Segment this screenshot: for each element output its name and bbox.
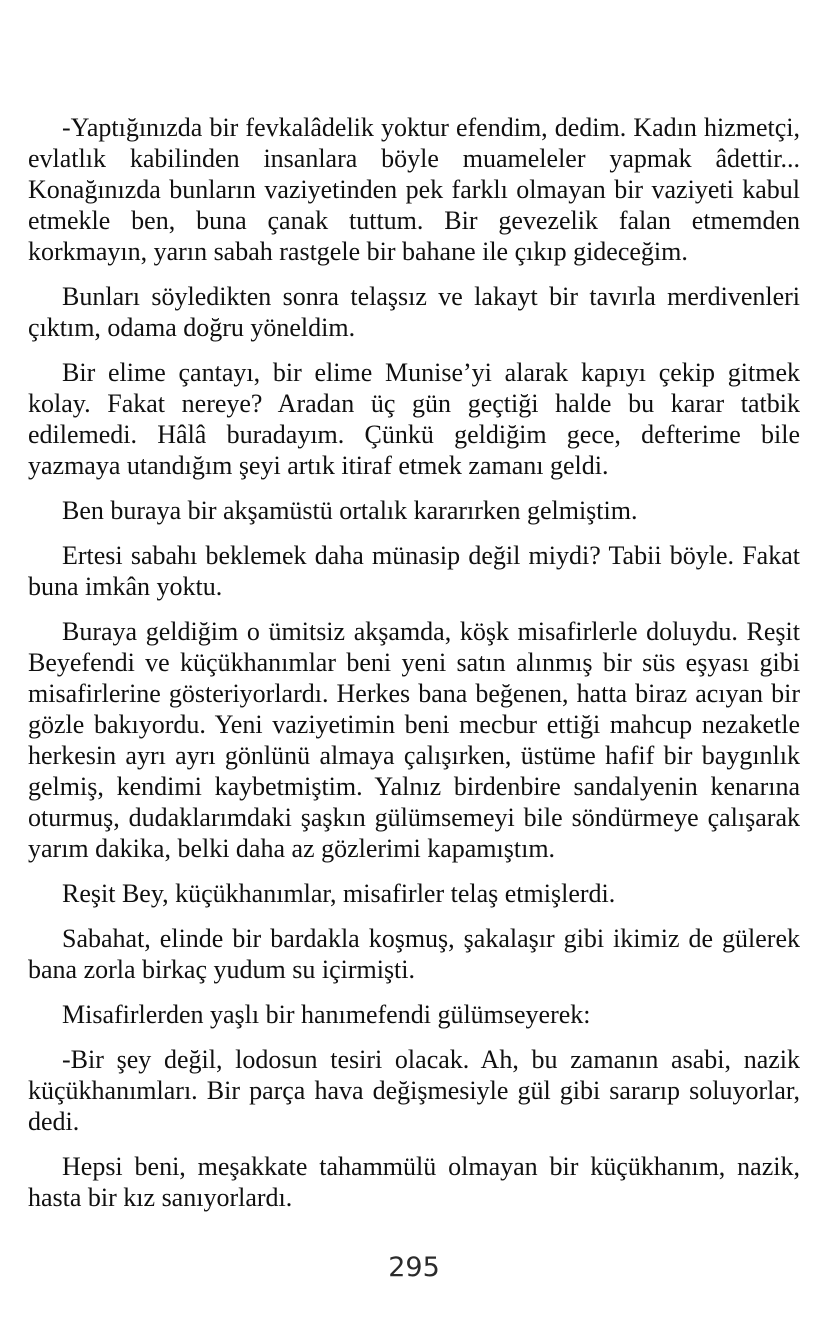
- paragraph: Sabahat, elinde bir bardakla koşmuş, şakalaşır gibi ikimiz de gülerek bana zorla birkaç yudum su içirmişti.: [28, 924, 800, 984]
- paragraph: -Bir şey değil, lodosun tesiri olacak. Ah, bu zamanın asabi, nazik küçükhanımları. Bir parça hava değişmesiyle gül gibi sararıp soluyorlar, dedi.: [28, 1045, 800, 1136]
- text-block: [28, 112, 800, 1213]
- paragraph: Ertesi sabahı beklemek daha münasip değil miydi? Tabii böyle. Fakat buna imkân yoktu.: [28, 541, 800, 601]
- paragraph: Ben buraya bir akşamüstü ortalık kararırken gelmiştim.: [62, 496, 638, 525]
- paragraph: Misafirlerden yaşlı bir hanımefendi gülümseyerek:: [62, 1000, 591, 1029]
- page-number: 295: [388, 1252, 440, 1283]
- paragraph: -Yaptığınızda bir fevkalâdelik yoktur efendim, dedim. Kadın hizmetçi, evlatlık kabilinden insanlara böyle muameleler yapmak âdettir... Konağınızda bunların vaziyetinden pek farklı olmayan bir vaziyeti kabul etmekle ben, buna çanak tuttum. Bir gevezelik falan etmemden korkmayın, yarın sabah rastgele bir bahane ile çıkıp gideceğim.: [28, 113, 800, 266]
- paragraph: Buraya geldiğim o ümitsiz akşamda, köşk misafirlerle doluydu. Reşit Beyefendi ve küçükhanımlar beni yeni satın alınmış bir süs eşyası gibi misafirlerine gösteriyorlardı. Herkes bana beğenen, hatta biraz acıyan bir gözle bakıyordu. Yeni vaziyetimin beni mecbur ettiği mahcup nezaketle herkesin ayrı ayrı gönlünü almaya çalışırken, üstüme hafif bir baygınlık gelmiş, kendimi kaybetmiştim. Yalnız birdenbire sandalyenin kenarına oturmuş, dudaklarımdaki şaşkın gülümsemeyi bile söndürmeye çalışarak yarım dakika, belki daha az gözlerimi kapamıştım.: [28, 617, 800, 863]
- paragraph: Bir elime çantayı, bir elime Munise’yi alarak kapıyı çekip gitmek kolay. Fakat nereye? Aradan üç gün geçtiği halde bu karar tatbik edilemedi. Hâlâ buradayım. Çünkü geldiğim gece, defterime bile yazmaya utandığım şeyi artık itiraf etmek zamanı geldi.: [28, 358, 800, 480]
- paragraph: Hepsi beni, meşakkate tahammülü olmayan bir küçükhanım, nazik, hasta bir kız sanıyorlardı.: [28, 1152, 800, 1212]
- paragraph: Reşit Bey, küçükhanımlar, misafirler telaş etmişlerdi.: [62, 879, 616, 908]
- paragraph: Bunları söyledikten sonra telaşsız ve lakayt bir tavırla merdivenleri çıktım, odama doğru yöneldim.: [28, 282, 800, 342]
